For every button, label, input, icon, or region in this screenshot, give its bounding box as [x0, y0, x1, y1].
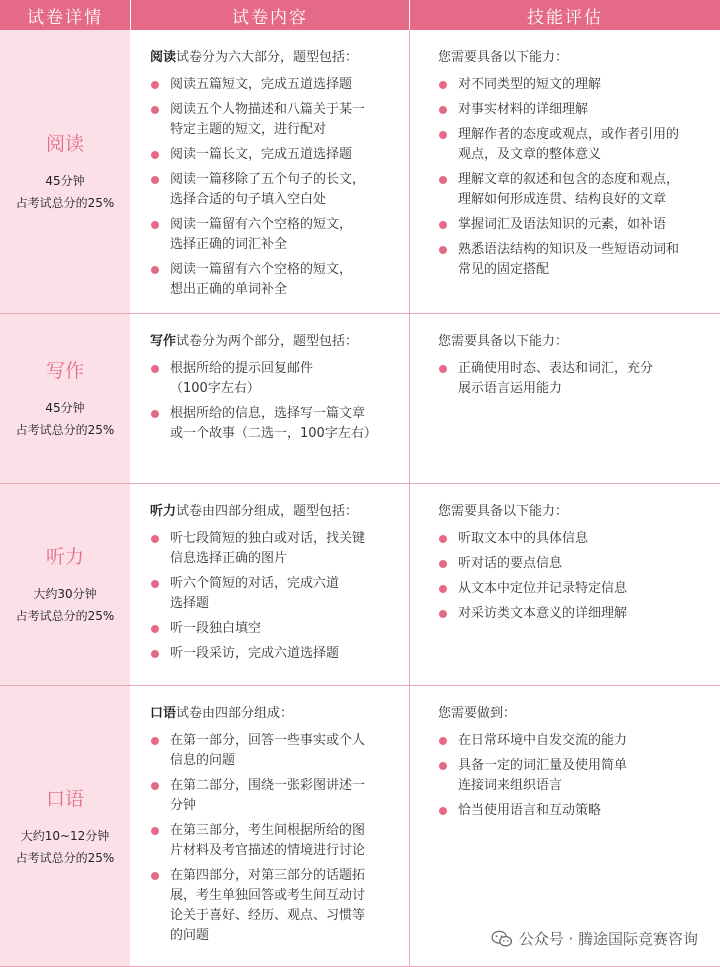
content-item-text: 阅读五个人物描述和八篇关于某一: [170, 102, 366, 117]
content-item: [150, 145, 401, 165]
bullet-dot: [439, 610, 447, 618]
skill-item-text: 恰当使用语言和互动策略: [458, 803, 602, 818]
content-item-text: 阅读一篇长文，完成五道选择题: [170, 147, 353, 162]
content-item-text: 特定主题的短文，进行配对: [170, 122, 327, 137]
content-item-text: 在第一部分，回答一些事实或个人: [170, 733, 366, 748]
watermark-text: 公众号 · 腾途国际竞赛咨询: [518, 930, 698, 948]
content-item-text: 信息选择正确的图片: [170, 551, 288, 566]
bullet-dot: [151, 151, 159, 159]
skill-item: [438, 240, 712, 280]
content-item-text: 根据所给的提示回复邮件: [170, 361, 314, 376]
skill-item-text: 具备一定的词汇量及使用简单: [458, 758, 628, 773]
skill-item: [438, 554, 712, 574]
bullet-dot: [439, 81, 447, 89]
skill-item-text: 在日常环境中自发交流的能力: [458, 733, 628, 748]
section-content: [130, 314, 410, 484]
content-item: [150, 866, 401, 946]
content-intro: [150, 48, 401, 68]
content-item-text: 信息的问题: [170, 753, 236, 768]
content-item-text: 展，考生单独回答或考生间互动讨: [170, 888, 366, 903]
bullet-dot: [151, 782, 159, 790]
skill-item: [438, 579, 712, 599]
skill-item: [438, 100, 712, 120]
section-skills: [410, 484, 720, 686]
content-intro-bold: 听力: [150, 504, 177, 519]
content-item-text: 的问题: [170, 928, 210, 943]
content-item: [150, 731, 401, 771]
bullet-dot: [151, 650, 159, 658]
skills-intro: 您需要具备以下能力：: [438, 50, 569, 65]
content-item: [150, 404, 401, 444]
bullet-dot: [439, 535, 447, 543]
bullet-dot: [439, 221, 447, 229]
content-intro-text: 试卷分为六大部分，题型包括：: [176, 50, 359, 65]
bullet-dot: [151, 737, 159, 745]
section-meta-line: 占考试总分的25%: [15, 196, 115, 210]
content-item: [150, 170, 401, 210]
section-content: [130, 30, 410, 314]
bullet-dot: [439, 737, 447, 745]
skill-item-text: 掌握词汇及语法知识的元素，如补语: [458, 217, 667, 232]
bullet-dot: [151, 625, 159, 633]
skills-intro: 您需要具备以下能力：: [438, 504, 569, 519]
content-item-text: 阅读一篇留有六个空格的短文，: [170, 262, 353, 277]
content-item-list: [150, 529, 401, 664]
skill-item-text: 理解作者的态度或观点，或作者引用的: [458, 127, 680, 142]
content-item: [150, 260, 401, 300]
content-item: [150, 619, 401, 639]
skill-item: [438, 75, 712, 95]
skill-item: [438, 529, 712, 549]
section-meta-line: 占考试总分的25%: [15, 850, 115, 865]
skill-item: [438, 731, 712, 751]
section-category: [0, 686, 130, 967]
skill-item-text: 正确使用时态、表达和词汇，充分: [458, 361, 654, 376]
content-item-text: 片材料及考官描述的情境进行讨论: [170, 843, 366, 858]
bullet-dot: [439, 585, 447, 593]
content-item-list: [150, 75, 401, 300]
skill-item: [438, 125, 712, 165]
content-intro-text: 试卷分为两个部分，题型包括：: [176, 334, 359, 349]
content-item: [150, 821, 401, 861]
content-item: [150, 215, 401, 255]
content-item-text: 分钟: [170, 798, 197, 813]
skill-item-text: 听取文本中的具体信息: [458, 531, 589, 546]
content-item: [150, 574, 401, 614]
content-item-text: （100字左右）: [170, 381, 260, 396]
bullet-dot: [439, 106, 447, 114]
section-meta: [16, 583, 115, 627]
skills-intro: 您需要做到：: [438, 706, 517, 721]
skill-item-list: [438, 731, 712, 821]
bullet-dot: [151, 535, 159, 543]
bullet-dot: [439, 807, 447, 815]
section-meta: [16, 170, 115, 214]
bullet-dot: [439, 560, 447, 568]
bullet-dot: [439, 365, 447, 373]
bullet-dot: [151, 106, 159, 114]
section-skills: [410, 686, 720, 967]
bullet-dot: [439, 762, 447, 770]
section-name: 口语: [45, 787, 84, 810]
section-name: 听力: [45, 546, 84, 568]
section-skills: [410, 30, 720, 314]
bullet-dot: [439, 246, 447, 254]
watermark: [491, 928, 698, 949]
content-item: [150, 776, 401, 816]
content-intro-bold: 写作: [150, 334, 177, 349]
content-item-text: 选择正确的词汇补全: [170, 237, 288, 252]
content-item-text: 阅读一篇移除了五个句子的长文，: [170, 172, 366, 187]
content-item-text: 选择题: [170, 596, 210, 611]
section-meta-line: 45分钟: [45, 401, 85, 415]
content-item-text: 在第四部分，对第三部分的话题拓: [170, 868, 366, 883]
content-item-text: 在第二部分，围绕一张彩图讲述一: [170, 778, 366, 793]
skill-item: [438, 756, 712, 796]
content-intro-bold: 阅读: [150, 50, 177, 65]
content-intro: [150, 502, 401, 522]
skill-item-text: 对采访类文本意义的详细理解: [458, 606, 628, 621]
section-name: 阅读: [45, 133, 84, 155]
bullet-dot: [151, 176, 159, 184]
content-item-text: 根据所给的信息，选择写一篇文章: [170, 406, 366, 421]
section-name: 写作: [45, 360, 84, 382]
content-item-list: [150, 731, 401, 946]
content-item: [150, 644, 401, 664]
content-item-text: 听一段采访，完成六道选择题: [170, 646, 340, 661]
bullet-dot: [151, 580, 159, 588]
bullet-dot: [151, 872, 159, 880]
skill-item: [438, 359, 712, 399]
skill-item-list: [438, 75, 712, 280]
bullet-dot: [151, 827, 159, 835]
skill-item-text: 理解如何形成连贯、结构良好的文章: [458, 192, 667, 207]
skill-item-text: 对事实材料的详细理解: [458, 102, 589, 117]
skill-item: [438, 801, 712, 821]
skill-item-text: 常见的固定搭配: [458, 262, 550, 277]
wechat-icon: [491, 930, 513, 948]
section-meta-line: 占考试总分的25%: [15, 609, 115, 623]
skill-item-text: 展示语言运用能力: [458, 381, 563, 396]
skill-item-text: 从文本中定位并记录特定信息: [458, 581, 628, 596]
content-item-text: 阅读五篇短文，完成五道选择题: [170, 77, 353, 92]
bullet-dot: [439, 176, 447, 184]
content-intro: [150, 332, 401, 352]
skills-intro: 您需要具备以下能力：: [438, 334, 569, 349]
bullet-dot: [151, 221, 159, 229]
content-item-text: 或一个故事（二选一，100字左右）: [170, 426, 377, 441]
section-category: [0, 314, 130, 484]
section-meta-line: 大约30分钟: [33, 587, 97, 601]
bullet-dot: [151, 365, 159, 373]
header-skill-assessment: 技能评估: [410, 0, 720, 30]
skill-item-list: [438, 529, 712, 624]
section-skills: [410, 314, 720, 484]
section-content: [130, 686, 410, 967]
content-intro-text: 试卷由四部分组成：: [176, 706, 294, 721]
header-exam-details: 试卷详情: [0, 0, 130, 30]
skill-item-text: 连接词来组织语言: [458, 778, 563, 793]
content-item-text: 论关于喜好、经历、观点、习惯等: [170, 908, 366, 923]
content-item: [150, 100, 401, 140]
section-meta: [16, 825, 115, 869]
skill-item-text: 对不同类型的短文的理解: [458, 77, 602, 92]
section-category: [0, 30, 130, 314]
content-intro-text: 试卷由四部分组成，题型包括：: [176, 504, 359, 519]
content-item: [150, 529, 401, 569]
section-content: [130, 484, 410, 686]
bullet-dot: [151, 81, 159, 89]
skill-item: [438, 170, 712, 210]
skill-item-text: 听对话的要点信息: [458, 556, 563, 571]
header-exam-content: 试卷内容: [130, 0, 410, 30]
content-item-text: 听一段独白填空: [170, 621, 262, 636]
section-meta: [16, 397, 115, 441]
section-meta-line: 占考试总分的25%: [15, 423, 115, 437]
content-intro: [150, 704, 401, 724]
content-item-text: 选择合适的句子填入空白处: [170, 192, 327, 207]
skill-item-text: 理解文章的叙述和包含的态度和观点，: [458, 172, 680, 187]
skill-item: [438, 604, 712, 624]
content-item-list: [150, 359, 401, 444]
skill-item-text: 观点，及文章的整体意义: [458, 147, 602, 162]
content-item: [150, 359, 401, 399]
content-item-text: 阅读一篇留有六个空格的短文，: [170, 217, 353, 232]
content-item-text: 听六个简短的对话，完成六道: [170, 576, 340, 591]
content-item-text: 在第三部分，考生间根据所给的图: [170, 823, 366, 838]
bullet-dot: [151, 410, 159, 418]
section-meta-line: 大约10~12分钟: [20, 828, 110, 843]
bullet-dot: [439, 131, 447, 139]
skill-item-text: 熟悉语法结构的知识及一些短语动词和: [458, 242, 680, 257]
bullet-dot: [151, 266, 159, 274]
content-item: [150, 75, 401, 95]
content-intro-bold: 口语: [150, 706, 177, 721]
skill-item-list: [438, 359, 712, 399]
skill-item: [438, 215, 712, 235]
content-item-text: 听七段简短的独白或对话，找关键: [170, 531, 366, 546]
section-category: [0, 484, 130, 686]
section-meta-line: 45分钟: [45, 174, 85, 188]
content-item-text: 想出正确的单词补全: [170, 282, 288, 297]
